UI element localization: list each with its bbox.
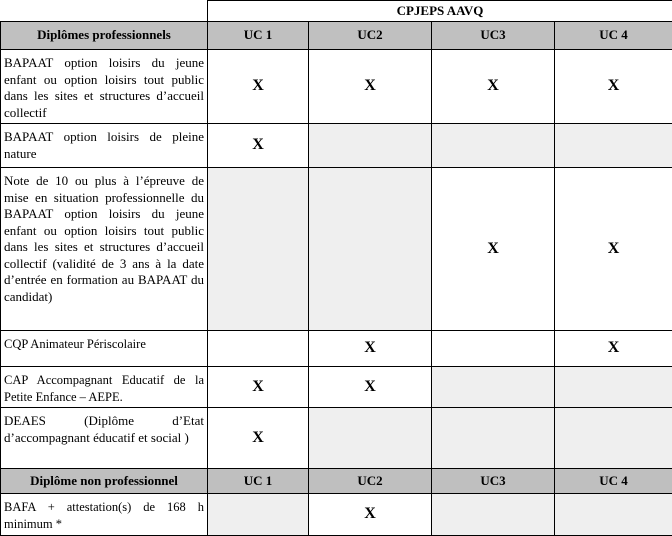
column-header-uc4: UC 4 bbox=[555, 22, 672, 50]
table-row bbox=[1, 50, 672, 124]
column-header-uc2: UC2 bbox=[309, 469, 432, 494]
table-row bbox=[1, 408, 672, 469]
column-header-uc3: UC3 bbox=[432, 22, 555, 50]
mark-cell bbox=[555, 494, 672, 536]
mark-cell: X bbox=[555, 50, 672, 124]
column-header-uc2: UC2 bbox=[309, 22, 432, 50]
mark-cell: X bbox=[309, 50, 432, 124]
mark-cell bbox=[309, 408, 432, 469]
table-row bbox=[1, 494, 672, 536]
diploma-label: BAPAAT option loisirs de pleine nature bbox=[1, 124, 208, 168]
mark-cell: X bbox=[309, 331, 432, 367]
mark-cell bbox=[432, 408, 555, 469]
section-header-row bbox=[1, 469, 672, 494]
column-header-uc1: UC 1 bbox=[208, 22, 309, 50]
mark-cell: X bbox=[208, 367, 309, 408]
diploma-label: CAP Accompagnant Educatif de la Petite Enfance – AEPE. bbox=[1, 367, 208, 408]
mark-cell bbox=[432, 331, 555, 367]
mark-cell bbox=[555, 367, 672, 408]
mark-cell: X bbox=[309, 494, 432, 536]
column-header-uc1: UC 1 bbox=[208, 469, 309, 494]
mark-cell: X bbox=[555, 168, 672, 331]
table-row bbox=[1, 124, 672, 168]
group-title: CPJEPS AAVQ bbox=[208, 1, 672, 22]
mark-cell bbox=[432, 124, 555, 168]
diploma-label: BAFA + attestation(s) de 168 h minimum * bbox=[1, 494, 208, 536]
mark-cell bbox=[309, 168, 432, 331]
diploma-label: DEAES (Diplôme d’Etat d’accompagnant éducatif et social ) bbox=[1, 408, 208, 469]
column-header-uc3: UC3 bbox=[432, 469, 555, 494]
section-title-non-professional: Diplôme non professionnel bbox=[1, 469, 208, 494]
mark-cell: X bbox=[208, 124, 309, 168]
mark-cell: X bbox=[309, 367, 432, 408]
mark-cell bbox=[208, 494, 309, 536]
group-header-row bbox=[1, 1, 672, 22]
mark-cell: X bbox=[555, 331, 672, 367]
mark-cell: X bbox=[208, 408, 309, 469]
mark-cell: X bbox=[208, 50, 309, 124]
mark-cell bbox=[432, 494, 555, 536]
mark-cell bbox=[309, 124, 432, 168]
diploma-label: CQP Animateur Périscolaire bbox=[1, 331, 208, 367]
mark-cell: X bbox=[432, 168, 555, 331]
mark-cell bbox=[555, 408, 672, 469]
table-row bbox=[1, 331, 672, 367]
table-row bbox=[1, 168, 672, 331]
section-title-professional: Diplômes professionnels bbox=[1, 22, 208, 50]
mark-cell bbox=[208, 331, 309, 367]
diploma-label: Note de 10 ou plus à l’épreuve de mise en situation professionnelle du BAPAAT option loisirs du jeune enfant ou option loisirs tout public dans les sites et structures d’accueil collectif (validité de 3 ans à la date d’entrée en formation au BAPAAT du candidat) bbox=[1, 168, 208, 331]
table-row bbox=[1, 367, 672, 408]
empty-corner-cell bbox=[1, 1, 208, 22]
mark-cell: X bbox=[432, 50, 555, 124]
mark-cell bbox=[555, 124, 672, 168]
diploma-label: BAPAAT option loisirs du jeune enfant ou option loisirs tout public dans les sites et structures d’accueil collectif bbox=[1, 50, 208, 124]
section-header-row bbox=[1, 22, 672, 50]
column-header-uc4: UC 4 bbox=[555, 469, 672, 494]
mark-cell bbox=[432, 367, 555, 408]
mark-cell bbox=[208, 168, 309, 331]
